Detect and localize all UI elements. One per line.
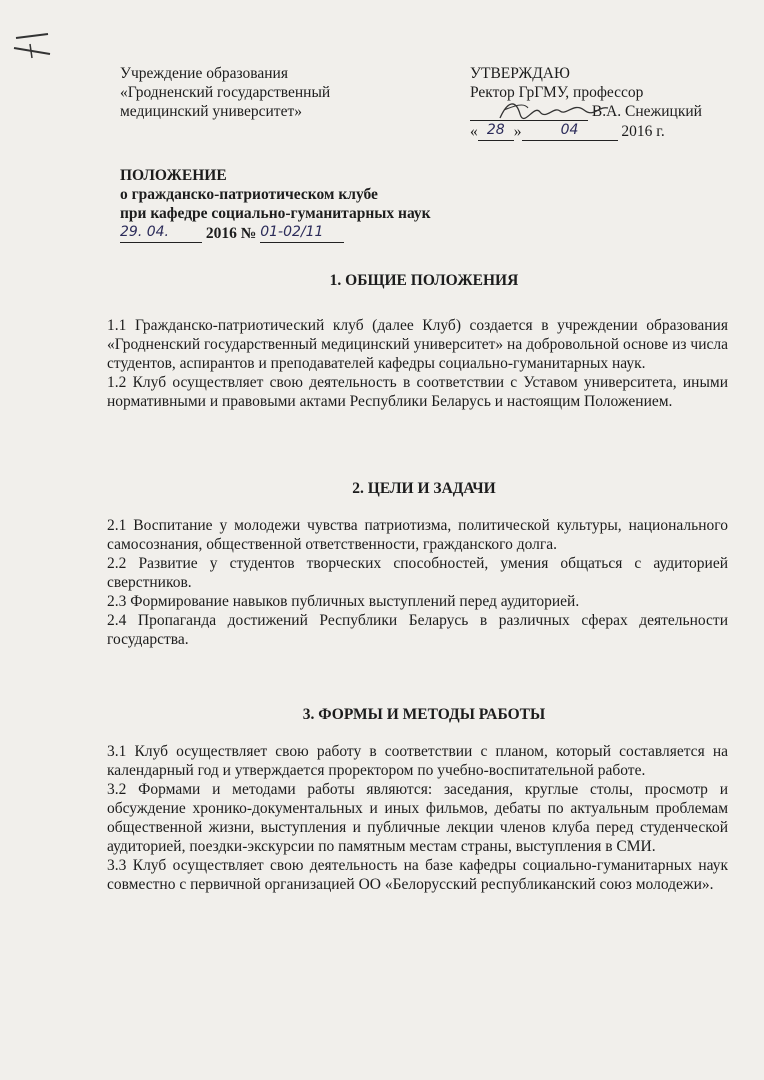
document-title: ПОЛОЖЕНИЕ [120,167,227,184]
document-subtitle-2: при кафедре социально-гуманитарных наук [120,205,431,222]
section-heading: 3. ФОРМЫ И МЕТОДЫ РАБОТЫ [302,706,546,723]
section-heading: 2. ЦЕЛИ И ЗАДАЧИ [352,480,496,497]
approval-block [470,64,740,140]
document-title-block [120,166,560,243]
section-body [107,516,728,649]
institution-block [120,64,440,121]
section-body [107,316,728,411]
section-heading: 1. ОБЩИЕ ПОЛОЖЕНИЯ [329,272,519,289]
document-date-handwritten: 29. 04. [120,223,202,243]
institution-line2: «Гродненский государственный [120,84,331,101]
section-body [107,742,728,894]
approval-month: 04 [522,121,618,141]
paragraph: 3.3 Клуб осуществляет свою деятельность на базе кафедры социально-гуманитарных наук совместно с первичной организацией ОО «Белорусский республиканский союз молодежи». [107,857,728,893]
institution-line1: Учреждение образования [120,65,288,82]
date-close-quote: » [513,123,522,140]
paragraph: 2.1 Воспитание у молодежи чувства патриотизма, политической культуры, национального самосознания, общественной ответственности, гражданского долга. [107,517,728,553]
document-date-number [120,223,560,243]
paragraph: 1.2 Клуб осуществляет свою деятельность в соответствии с Уставом университета, иными нормативными и правовыми актами Республики Беларусь и настоящим Положением. [107,374,728,410]
approver-position: Ректор ГрГМУ, профессор [470,84,644,101]
paragraph: 3.2 Формами и методами работы являются: заседания, круглые столы, просмотр и обсуждение хронико-документальных и иных фильмов, дебаты по актуальным проблемам общественной жизни, выступления и публичные лекции членов клуба перед студенческой аудиторией, поездки-экскурсии по памятным местам страны, выступления в СМИ. [107,781,728,855]
approver-name: В.А. Снежицкий [591,103,702,120]
institution-line3: медицинский университет» [120,103,302,120]
approval-date [470,121,740,140]
paragraph: 1.1 Гражданско-патриотический клуб (далее Клуб) создается в учреждении образования «Гродненский государственный медицинский университет» на добровольной основе из числа студентов, аспирантов и преподавателей кафедры социально-гуманитарных наук. [107,317,728,372]
approval-day: 28 [478,121,514,141]
paragraph: 2.4 Пропаганда достижений Республики Беларусь в различных сферах деятельности государства. [107,612,728,648]
approval-year: 2016 г. [621,123,665,140]
approve-label: УТВЕРЖДАЮ [470,65,570,82]
paragraph: 2.2 Развитие у студентов творческих способностей, умения общаться с аудиторией сверстников. [107,555,728,591]
document-year-number: 2016 № [205,225,257,242]
paragraph: 2.3 Формирование навыков публичных выступлений перед аудиторией. [107,593,580,610]
date-open-quote: « [470,123,478,140]
paragraph: 3.1 Клуб осуществляет свою работу в соответствии с планом, который составляется на календарный год и утверждается проректором по учебно-воспитательной работе. [107,743,728,779]
document-number-handwritten: 01-02/11 [260,223,344,243]
document-subtitle-1: о гражданско-патриотическом клубе [120,186,378,203]
signature-line [470,102,740,121]
handwritten-margin-mark [10,30,52,60]
